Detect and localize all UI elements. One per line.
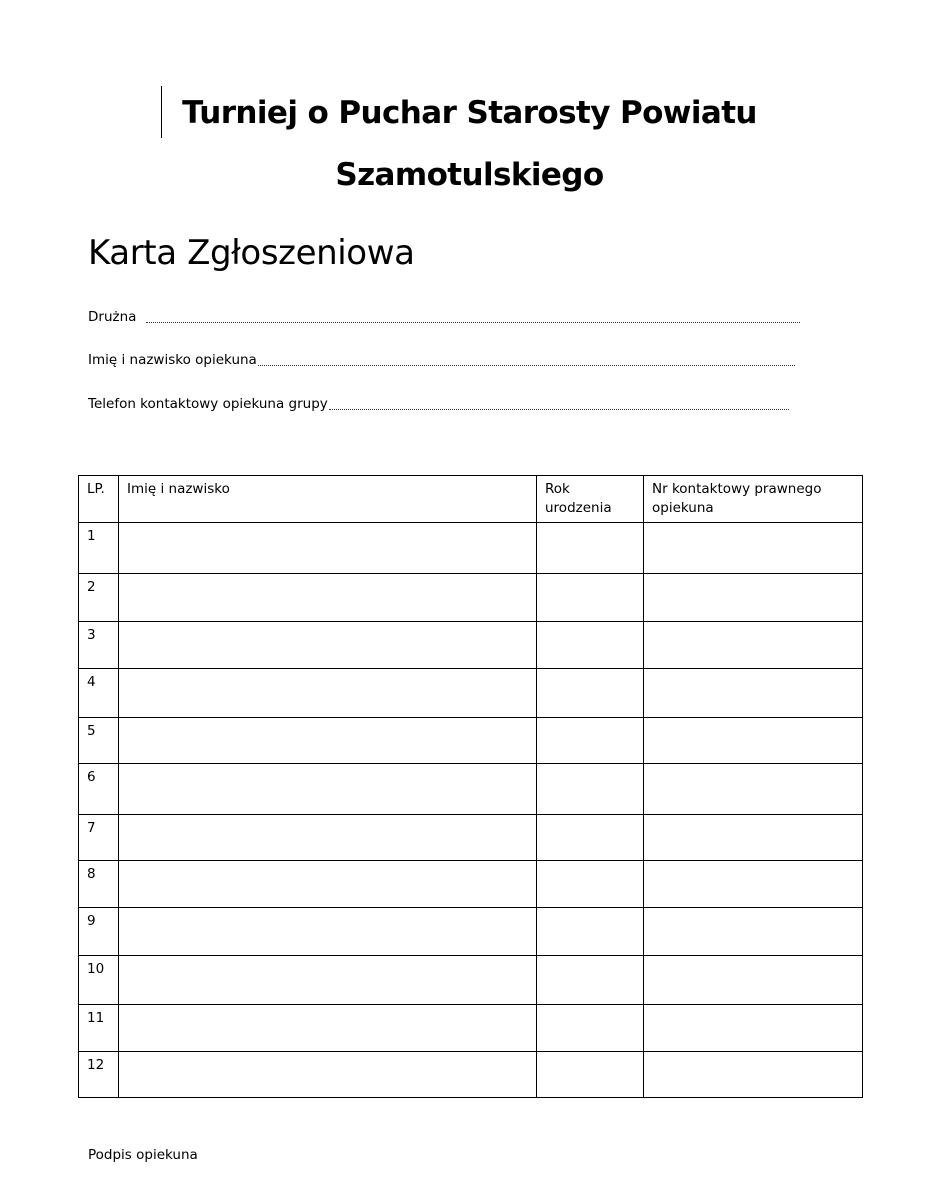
birth-year-cell[interactable] [537,718,644,764]
table-row [79,523,863,574]
row-number: 10 [79,956,119,1005]
name-cell[interactable] [119,764,537,815]
birth-year-cell[interactable] [537,908,644,956]
form-subtitle: Karta Zgłoszeniowa [88,233,415,273]
guardian-signature-label: Podpis opiekuna [88,1147,198,1163]
name-cell[interactable] [119,523,537,574]
contact-cell[interactable] [644,523,863,574]
team-field[interactable] [88,307,814,327]
contact-cell[interactable] [644,574,863,622]
table-row [79,574,863,622]
row-number: 8 [79,861,119,908]
table-row [79,1052,863,1098]
birth-year-cell[interactable] [537,956,644,1005]
row-number: 12 [79,1052,119,1098]
row-number: 7 [79,815,119,861]
header-lp: LP. [79,476,119,523]
row-number: 3 [79,622,119,669]
birth-year-cell[interactable] [537,574,644,622]
table-header-row [79,476,863,523]
guardian-phone-fill-line [329,405,789,410]
name-cell[interactable] [119,956,537,1005]
name-cell[interactable] [119,1005,537,1052]
table-row [79,718,863,764]
birth-year-cell[interactable] [537,622,644,669]
guardian-name-fill-line [258,361,795,366]
header-name: Imię i nazwisko [119,476,537,523]
birth-year-cell[interactable] [537,669,644,718]
table-row [79,1005,863,1052]
contact-cell[interactable] [644,815,863,861]
birth-year-cell[interactable] [537,764,644,815]
row-number: 4 [79,669,119,718]
birth-year-cell[interactable] [537,815,644,861]
row-number: 11 [79,1005,119,1052]
table-row [79,908,863,956]
header-guardian-contact: Nr kontaktowy prawnego opiekuna [644,476,863,523]
name-cell[interactable] [119,574,537,622]
name-cell[interactable] [119,815,537,861]
row-number: 9 [79,908,119,956]
name-cell[interactable] [119,669,537,718]
contact-cell[interactable] [644,669,863,718]
team-fill-line [146,318,800,323]
contact-cell[interactable] [644,764,863,815]
contact-cell[interactable] [644,861,863,908]
row-number: 5 [79,718,119,764]
guardian-name-field[interactable] [88,350,820,370]
table-row [79,764,863,815]
name-cell[interactable] [119,861,537,908]
table-row [79,815,863,861]
contact-cell[interactable] [644,908,863,956]
row-number: 6 [79,764,119,815]
guardian-phone-field[interactable] [88,394,822,414]
birth-year-cell[interactable] [537,1052,644,1098]
name-cell[interactable] [119,1052,537,1098]
document-title-line-1: Turniej o Puchar Starosty Powiatu [182,95,757,131]
row-number: 1 [79,523,119,574]
document-title-line-2: Szamotulskiego [335,157,604,193]
name-cell[interactable] [119,622,537,669]
birth-year-cell[interactable] [537,523,644,574]
birth-year-cell[interactable] [537,861,644,908]
table-row [79,956,863,1005]
participants-table [78,475,863,1098]
header-birth-year: Rok urodzenia [537,476,644,523]
name-cell[interactable] [119,718,537,764]
contact-cell[interactable] [644,956,863,1005]
name-cell[interactable] [119,908,537,956]
birth-year-cell[interactable] [537,1005,644,1052]
row-number: 2 [79,574,119,622]
guardian-name-field-label: Imię i nazwisko opiekuna [88,352,257,368]
contact-cell[interactable] [644,622,863,669]
contact-cell[interactable] [644,1005,863,1052]
contact-cell[interactable] [644,718,863,764]
team-field-label: Drużna [88,309,137,325]
table-row [79,622,863,669]
contact-cell[interactable] [644,1052,863,1098]
table-row [79,861,863,908]
guardian-phone-field-label: Telefon kontaktowy opiekuna grupy [88,396,328,412]
table-row [79,669,863,718]
